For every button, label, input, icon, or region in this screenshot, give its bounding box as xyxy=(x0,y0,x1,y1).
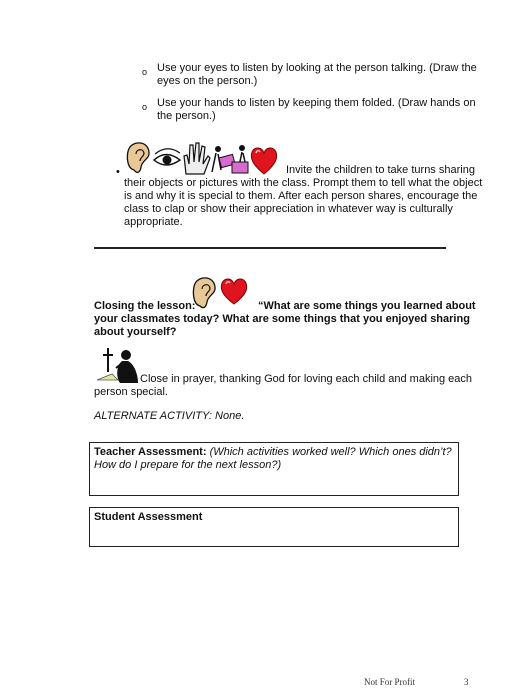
teacher-assessment-box[interactable] xyxy=(89,442,459,496)
closing-label: Closing the lesson: xyxy=(94,300,196,312)
student-assessment-label: Student Assessment xyxy=(94,511,203,523)
alternate-activity: ALTERNATE ACTIVITY: None. xyxy=(94,410,245,422)
eye-icon xyxy=(154,149,180,165)
teacher-assessment-label: Teacher Assessment: xyxy=(94,446,207,458)
page-number: 3 xyxy=(464,677,469,687)
closing-icons-row xyxy=(192,274,252,314)
list-item-eyes: Use your eyes to listen by looking at the person talking. (Draw the eyes on the person.) xyxy=(157,62,477,87)
sub-bullet-marker: o xyxy=(142,102,148,112)
ear-icon xyxy=(127,143,149,173)
sub-bullet-marker: o xyxy=(142,67,148,77)
closing-question-body: your classmates today? What are some things that you enjoyed sharing about yourself? xyxy=(94,313,470,338)
bullet-marker: • xyxy=(116,166,120,178)
list-item-hands: Use your hands to listen by keeping them folded. (Draw hands on the person.) xyxy=(157,97,476,122)
prayer-first-line: Close in prayer, thanking God for loving each child and making each xyxy=(140,373,473,385)
student-assessment-box[interactable] xyxy=(89,507,459,547)
praying-child-icon xyxy=(94,346,140,388)
listening-icons-row xyxy=(124,140,284,182)
prayer-body: person special. xyxy=(94,386,168,398)
footer-text: Not For Profit xyxy=(364,677,416,687)
ear-icon xyxy=(193,278,215,308)
teacher-assessment-prompt: (Which activities worked well? Which ones didn’t? How do I prepare for the next lesson?) xyxy=(94,446,452,471)
section-divider xyxy=(94,247,446,249)
heart-icon xyxy=(221,279,246,304)
closing-question-first-line: “What are some things you learned about xyxy=(258,300,476,312)
hand-icon xyxy=(184,143,210,174)
share-paragraph-body: their objects or pictures with the class. Prompt them to tell what the object is and why it is special to them. After each person shares, encourage the class to clap or show their appreciation in whatever way is culturally appropriate. xyxy=(124,177,483,228)
sharing-children-icon xyxy=(212,145,248,173)
share-paragraph-first-line: Invite the children to take turns sharing xyxy=(286,164,475,176)
heart-icon xyxy=(251,148,276,174)
